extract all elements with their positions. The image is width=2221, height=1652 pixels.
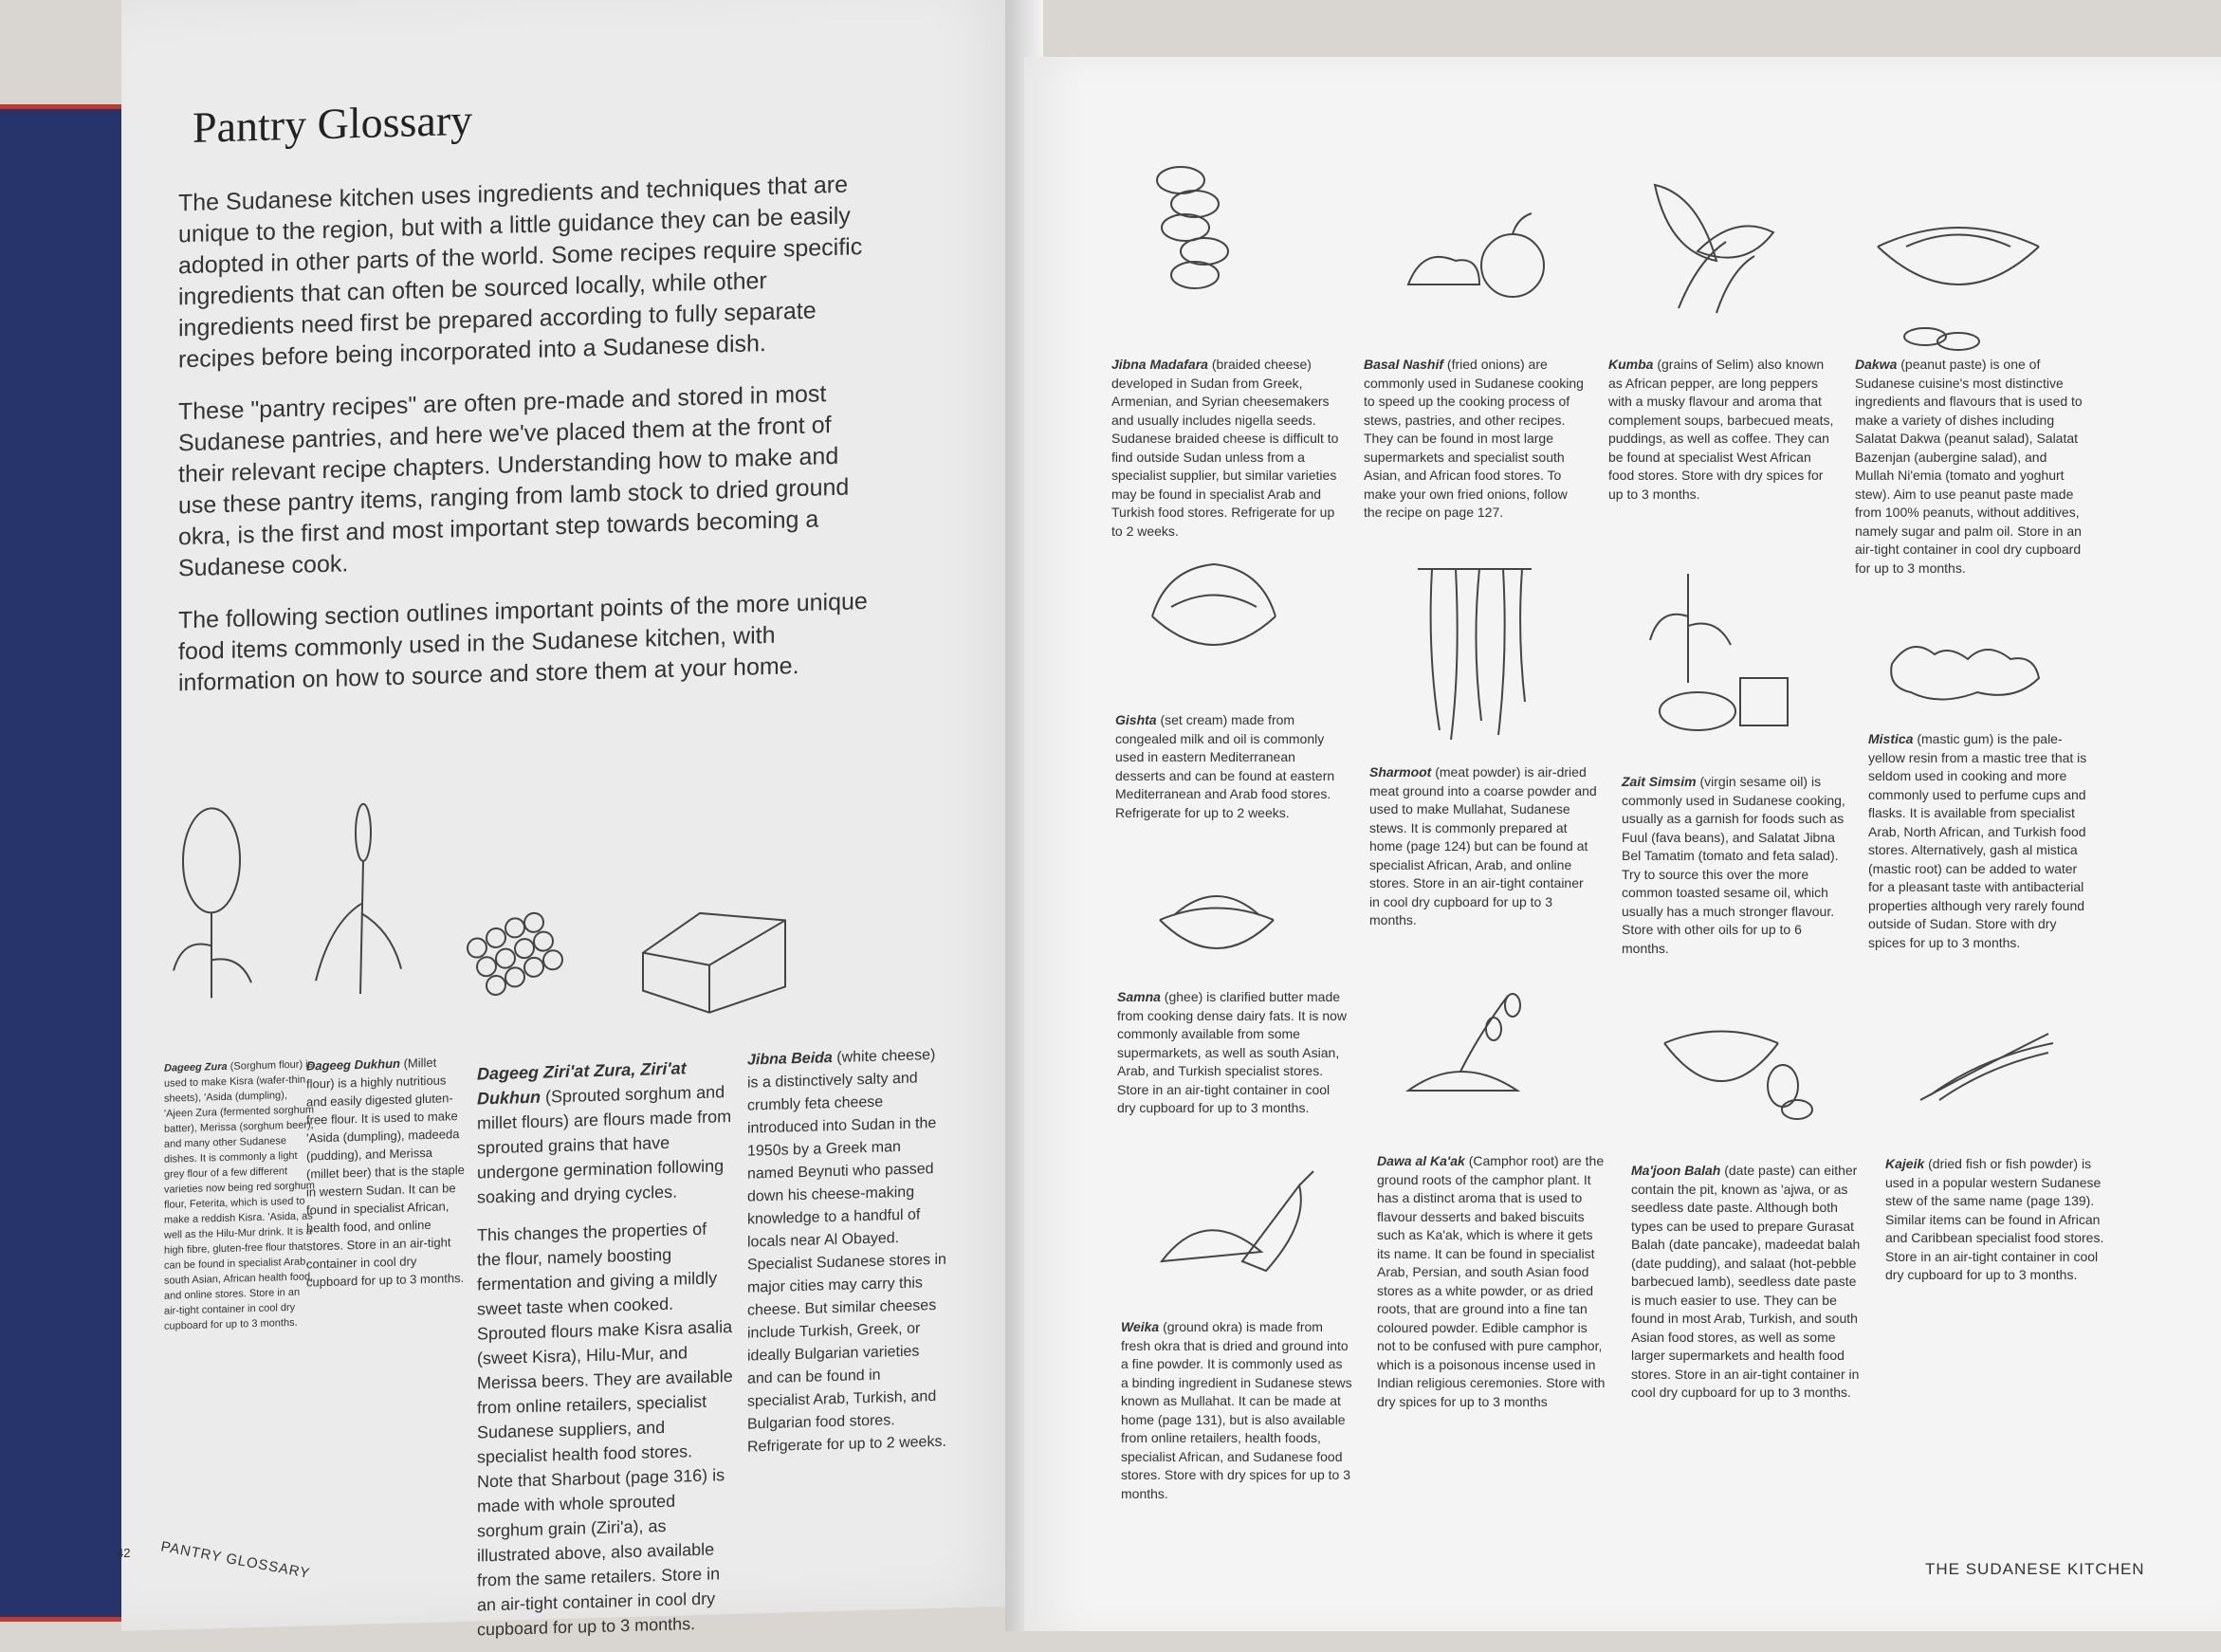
entry-basal-nashif <box>1364 356 1589 523</box>
entry-text: (braided cheese) developed in Sudan from Greek, Armenian, and Syrian cheesemakers and usually includes nigella seeds. Sudanese braided cheese is difficult to find outside Sudan unless from a specialist supplier, but similar varieties may be found in specialist Arab and Turkish food stores. Refrigerate for up to 2 weeks. <box>1111 357 1339 539</box>
sesame-oil-illustration <box>1641 569 1792 740</box>
entry-name: Dawa al Ka'ak <box>1377 1153 1465 1168</box>
entry-majoon-balah <box>1631 1162 1863 1403</box>
entry-name: Dageeg Ziri'at Zura, Ziri'at Dukhun <box>477 1058 687 1109</box>
book-cover-inner <box>0 109 131 1617</box>
entry-name: Zait Simsim <box>1622 774 1697 789</box>
entry-name: Jibna Madafara <box>1111 357 1208 372</box>
entry-jibna-beida <box>747 1044 946 1459</box>
left-page <box>117 0 1024 1640</box>
entry-text: (set cream) made from congealed milk and oil is commonly used in eastern Mediterranean desserts and can be found at eastern Mediterranean and Arab food stores. Refrigerate for up to 2 weeks. <box>1115 712 1335 820</box>
ground-okra-illustration <box>1157 1166 1328 1280</box>
entry-samna <box>1117 988 1349 1118</box>
entry-text: (ghee) is clarified butter made from cooking dense dairy fats. It is now commonly available from some supermarkets, as well as south Asian, Arab, and Turkish specialist stores. Store in an air-tight container in cool dry cupboard for up to 3 months. <box>1117 989 1347 1115</box>
entry-kumba <box>1608 356 1834 504</box>
entry-dakwa <box>1855 356 2083 578</box>
entry-jibna-madafara <box>1111 356 1344 541</box>
intro-paragraph-2: These "pantry recipes" are often pre-made and stored in most Sudanese pantries, and here we've placed them at the front of their relevant recipe chapters. Understanding how to make and use these pantry items, ranging from lamb stock to dried ground okra, is the first and most important step towards becoming a Sudanese cook. <box>178 380 850 582</box>
sorghum-plant-illustration <box>164 802 259 1004</box>
ghee-illustration <box>1155 872 1278 967</box>
camphor-root-illustration <box>1404 986 1546 1100</box>
entry-text: (meat powder) is air-dried meat ground into a coarse powder and used to make Mullahat, Sudanese stews. It is commonly prepared at home (page 124) but can be found at specialist African, Arab, and online stores. Store in an air-tight container in cool dry cupboard for up to 3 months. <box>1369 764 1597 927</box>
entry-text: (dried fish or fish powder) is used in a popular western Sudanese stew of the same name (page 139). Similar items can be found in African and Caribbean specialist food stores. Store in an air-tight container in cool dry cupboard for up to 3 months. <box>1885 1156 2104 1282</box>
entry-text: (virgin sesame oil) is commonly used in Sudanese cooking, usually as a garnish for foods such as Fuul (fava beans), and Salatat Jibna Bel Tamatim (tomato and feta salad). Try to source this over the more common toasted sesame oil, which usually has a much stronger flavour. Store with other oils for up to 6 months. <box>1622 774 1845 956</box>
entry-text: (date paste) can either contain the pit, known as 'ajwa, or as seedless date paste. Although both types can be used to prepare Gurasat Balah (date pancake), madeedat balah (date pudding), and salaat (hot-pebble barbecued lamb), seedless date paste is much easier to use. They can be found in most Arab, Turkish, and south Asian food stores, as well as some larger supermarkets and health food stores. Store in an air-tight container in cool dry cupboard for up to 3 months. <box>1631 1163 1861 1400</box>
millet-plant-illustration <box>311 798 406 1000</box>
intro <box>178 169 880 721</box>
set-cream-illustration <box>1147 560 1280 664</box>
entry-name: Ma'joon Balah <box>1631 1163 1721 1178</box>
entry-text: (white cheese) is a distinctively salty and crumbly feta cheese introduced into Sudan in the 1950s by a Greek man named Beynuti who passed down his cheese-making knowledge to a handful of locals near Al Obayed. Specialist Sudanese stores in major cities may carry this cheese. But similar cheeses include Turkish, Greek, or ideally Bulgarian varieties and can be found in specialist Arab, Turkish, and Bulgarian food stores. Refrigerate for up to 2 weeks. <box>747 1047 946 1456</box>
date-paste-illustration <box>1660 1015 1811 1119</box>
entry-name: Dageeg Zura <box>164 1060 228 1074</box>
entry-text: (Millet flour) is a highly nutritious and easily digested gluten-free flour. It is used to make 'Asida (dumpling), madeeda (pudding), and Merissa (millet beer) that is the staple in western Sudan. It can be found in specialist African, health food, and online stores. Store in an air-tight container in cool dry cupboard for up to 3 months. <box>306 1055 465 1290</box>
entry-dageeg-ziriat <box>477 1055 733 1643</box>
grains-of-selim-illustration <box>1641 175 1783 318</box>
sprouted-grains-illustration <box>439 888 581 1024</box>
entry-name: Mistica <box>1868 731 1914 746</box>
entry-weika <box>1121 1318 1353 1503</box>
peanut-paste-illustration <box>1868 209 2048 351</box>
entry-text: (mastic gum) is the pale-yellow resin from a mastic tree that is seldom used in cooking and more commonly used to perfume cups and flasks. It is available from specialist Arab, North African, and Turkish food stores. Alternatively, gash al mistica (mastic root) can be added to water for a pleasant taste with antibacterial properties although very rarely found outside of Sudan. Store with dry spices for up to 3 months. <box>1868 731 2087 950</box>
entry-name: Jibna Beida <box>747 1050 833 1069</box>
entry-name: Kumba <box>1608 357 1654 372</box>
dried-fish-illustration <box>1916 1024 2058 1110</box>
entry-dawa-al-kaak <box>1377 1152 1609 1411</box>
entry-kajeik <box>1885 1155 2118 1285</box>
white-cheese-illustration <box>633 891 795 1019</box>
page-title: Pantry Glossary <box>193 95 473 152</box>
entry-name: Dakwa <box>1855 357 1898 372</box>
mastic-gum-illustration <box>1882 616 2044 711</box>
braided-cheese-illustration <box>1138 161 1261 303</box>
entry-zait-simsim <box>1622 773 1849 958</box>
entry-name: Weika <box>1121 1319 1160 1334</box>
entry-text: (peanut paste) is one of Sudanese cuisine's most distinctive ingredients and flavours that is used to make a variety of dishes including Salatat Dakwa (peanut salad), Salatat Bazenjan (aubergine salad), and Mullah Ni'emia (tomato and yoghurt stew). Aim to use peanut paste made from 100% peanuts, without additives, namely sugar and palm oil. Store in an air-tight container in cool dry cupboard for up to 3 months. <box>1855 357 2083 576</box>
entry-text: (ground okra) is made from fresh okra that is dried and ground into a fine powder. It is commonly used as a binding ingredient in Sudanese stews known as Mullahat. It can be made at home (page 131), but is also available from online retailers, health foods, specialist African, and Sudanese food stores. Store with dry spices for up to 3 months. <box>1121 1319 1352 1501</box>
entry-sharmoot <box>1369 763 1597 930</box>
entry-text: (Sprouted sorghum and millet flours) are flours made from sprouted grains that have undergone germination following soaking and drying cycles. <box>477 1082 732 1207</box>
entry-name: Gishta <box>1115 712 1157 727</box>
dried-meat-illustration <box>1413 560 1536 749</box>
page-footer: THE SUDANESE KITCHEN <box>1925 1560 2145 1578</box>
entry-text: (fried onions) are commonly used in Sudanese cooking to speed up the cooking process of stews, pastries, and other recipes. They can be found in most large supermarkets and specialist south Asian, and African food stores. To make your own fried onions, follow the recipe on page 127. <box>1364 357 1584 520</box>
entry-text: (grains of Selim) also known as African pepper, are long peppers with a musky flavour and aroma that complement soups, barbecued meats, puddings, as well as coffee. They can be found at specialist West African food stores. Store with dry spices for up to 3 months. <box>1608 357 1834 502</box>
intro-paragraph-3: The following section outlines important points of the more unique food items commonly used in the Sudanese kitchen, with information on how to source and store them at your home. <box>178 588 868 697</box>
entry-mistica <box>1868 730 2096 952</box>
page-footer: PANTRY GLOSSARY <box>158 1538 312 1583</box>
right-page <box>1024 57 2221 1631</box>
entry-dageeg-zura <box>164 1056 316 1333</box>
entry-name: Basal Nashif <box>1364 357 1444 372</box>
entry-name: Sharmoot <box>1369 764 1432 780</box>
entry-name: Kajeik <box>1885 1156 1925 1171</box>
entry-name: Samna <box>1117 989 1161 1004</box>
entry-text: (Camphor root) are the ground roots of the camphor plant. It has a distinct aroma that is used to flavour desserts and baked biscuits such as Ka'ak, which is where it gets its name. It can be found in specialist Arab, Persian, and south Asian food stores as a white powder, or as dried roots, that are ground into a fine tan coloured powder. Edible camphor is not to be confused with pure camphor, which is a poisonous incense used in Indian religious ceremonies. Store with dry spices for up to 3 months <box>1377 1153 1606 1409</box>
entry-dageeg-dukhun <box>306 1053 468 1292</box>
fried-onions-illustration <box>1404 209 1555 303</box>
entry-gishta <box>1115 711 1348 822</box>
entry-name: Dageeg Dukhun <box>306 1055 400 1074</box>
intro-paragraph-1: The Sudanese kitchen uses ingredients and techniques that are unique to the region, but with a little guidance they can be easily adopted in other parts of the world. Some recipes require specific ingredients that can often be sourced locally, while other ingredients need first be prepared according to fully separate recipes before being incorporated into a Sudanese dish. <box>178 171 863 374</box>
page-number: 42 <box>117 1545 131 1561</box>
entry-text-continued: This changes the properties of the flour, namely boosting fermentation and giving a mildly sweet taste when cooked. Sprouted flours make Kisra asalia (sweet Kisra), Hilu-Mur, and Merissa beers. They are available from online retailers, specialist Sudanese suppliers, and specialist health food stores. Note that Sharbout (page 316) is made with whole sprouted sorghum grain (Ziri'a), as illustrated above, also available from the same retailers. Store in an air-tight container in cool dry cupboard for up to 3 months. <box>477 1219 733 1640</box>
entry-text: (Sorghum flour) is used to make Kisra (wafer-thin sheets), 'Asida (dumpling), 'Ajeen Zura (fermented sorghum batter), Merissa (sorghum beer), and many other Sudanese dishes. It is commonly a light grey flour of a few different varieties now being red sorghum flour, Feterita, which is used to make a reddish Kisra. 'Asida, as well as the Hilu-Mur drink. It is a high fibre, gluten-free flour that can be found in specialist Arab, south Asian, African health food, and online stores. Store in an air-tight container in cool dry cupboard for up to 3 months. <box>164 1058 315 1332</box>
